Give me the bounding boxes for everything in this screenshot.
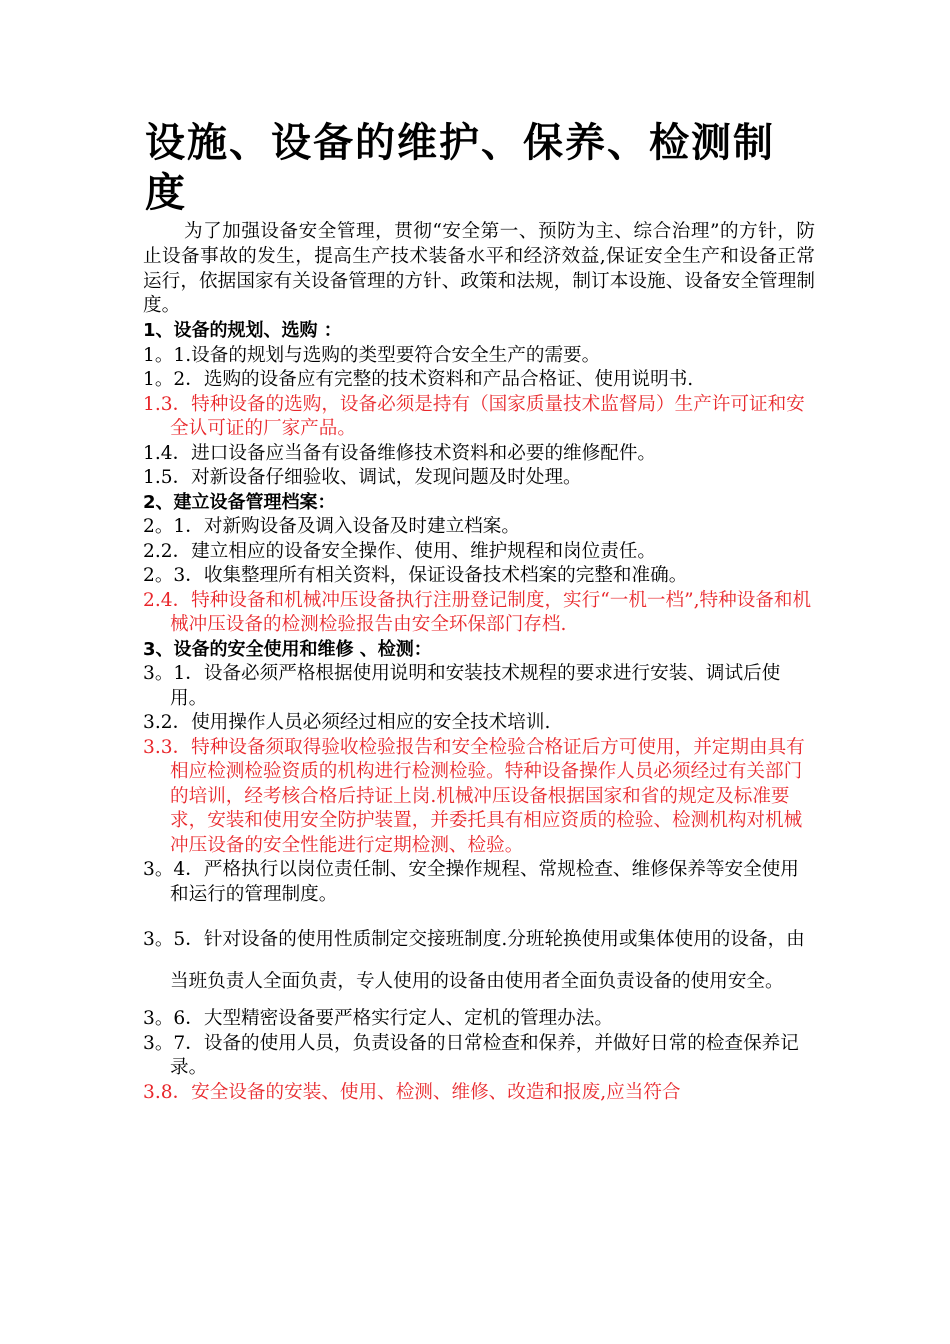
list-item: 1.3．特种设备的选购，设备必须是持有（国家质量技术监督局）生产许可证和安全认可证的厂家产品。 (143, 393, 805, 440)
list-item: 3。4．严格执行以岗位责任制、安全操作规程、常规检查、维修保养等安全使用和运行的管理制度。 (143, 859, 799, 905)
document-title: 设施、设备的维护、保养、检测制度 (145, 120, 775, 216)
section-heading: 1、设备的规划、选购 ： (143, 320, 342, 342)
list-item: 3。5．针对设备的使用性质制定交接班制度.分班轮换使用或集体使用的设备，由当班负责人全面负责，专人使用的设备由使用者全面负责设备的使用安全。 (143, 929, 805, 993)
list-item: 3。7．设备的使用人员，负责设备的日常检查和保养，并做好日常的检查保养记录。 (143, 1032, 799, 1079)
list-item: 1.5．对新设备仔细验收、调试，发现问题及时处理。 (143, 467, 582, 489)
list-item: 2。1．对新购设备及调入设备及时建立档案。 (143, 516, 520, 538)
section-heading: 2、建立设备管理档案： (143, 491, 336, 513)
section-1 (143, 319, 815, 491)
list-item: 1。2．选购的设备应有完整的技术资料和产品合格证、使用说明书. (143, 369, 694, 391)
list-item: 2。3．收集整理所有相关资料，保证设备技术档案的完整和准确。 (143, 565, 688, 587)
list-item: 1.4．进口设备应当备有设备维修技术资料和必要的维修配件。 (143, 442, 657, 464)
section-3 (143, 638, 815, 1106)
list-item: 3.2．使用操作人员必须经过相应的安全技术培训. (143, 712, 551, 734)
list-item: 3.3．特种设备须取得验收检验报告和安全检验合格证后方可使用，并定期由具有相应检测检验资质的机构进行检测检验。特种设备操作人员必须经过有关部门的培训，经考核合格后持证上岗.机械冲压设备根据国家和省的规定及标准要求，安装和使用安全防护装置，并委托具有相应资质的检验、检测机构对机械冲压设备的安全性能进行定期检测、检验。 (143, 736, 805, 856)
list-item: 3。6．大型精密设备要严格实行定人、定机的管理办法。 (143, 1008, 613, 1030)
list-item: 2.4．特种设备和机械冲压设备执行注册登记制度，实行“一机一档”,特种设备和机械冲压设备的检测检验报告由安全环保部门存档. (143, 589, 812, 636)
list-item: 2.2．建立相应的设备安全操作、使用、维护规程和岗位责任。 (143, 540, 657, 562)
list-item: 3.8．安全设备的安装、使用、检测、维修、改造和报废,应当符合 (143, 1081, 681, 1103)
intro-paragraph: 为了加强设备安全管理，贯彻“安全第一、预防为主、综合治理”的方针，防止设备事故的发生，提高生产技术装备水平和经济效益,保证安全生产和设备正常运行，依据国家有关设备管理的方针、政策和法规，制订本设施、设备安全管理制度。 (143, 221, 815, 317)
list-item: 1。1.设备的规划与选购的类型要符合安全生产的需要。 (143, 344, 601, 366)
section-heading: 3、设备的安全使用和维修 、检测： (143, 638, 432, 660)
document-page (143, 118, 815, 1105)
section-2 (143, 491, 815, 638)
list-item: 3。1．设备必须严格根据使用说明和安装技术规程的要求进行安装、调试后使用。 (143, 663, 781, 709)
